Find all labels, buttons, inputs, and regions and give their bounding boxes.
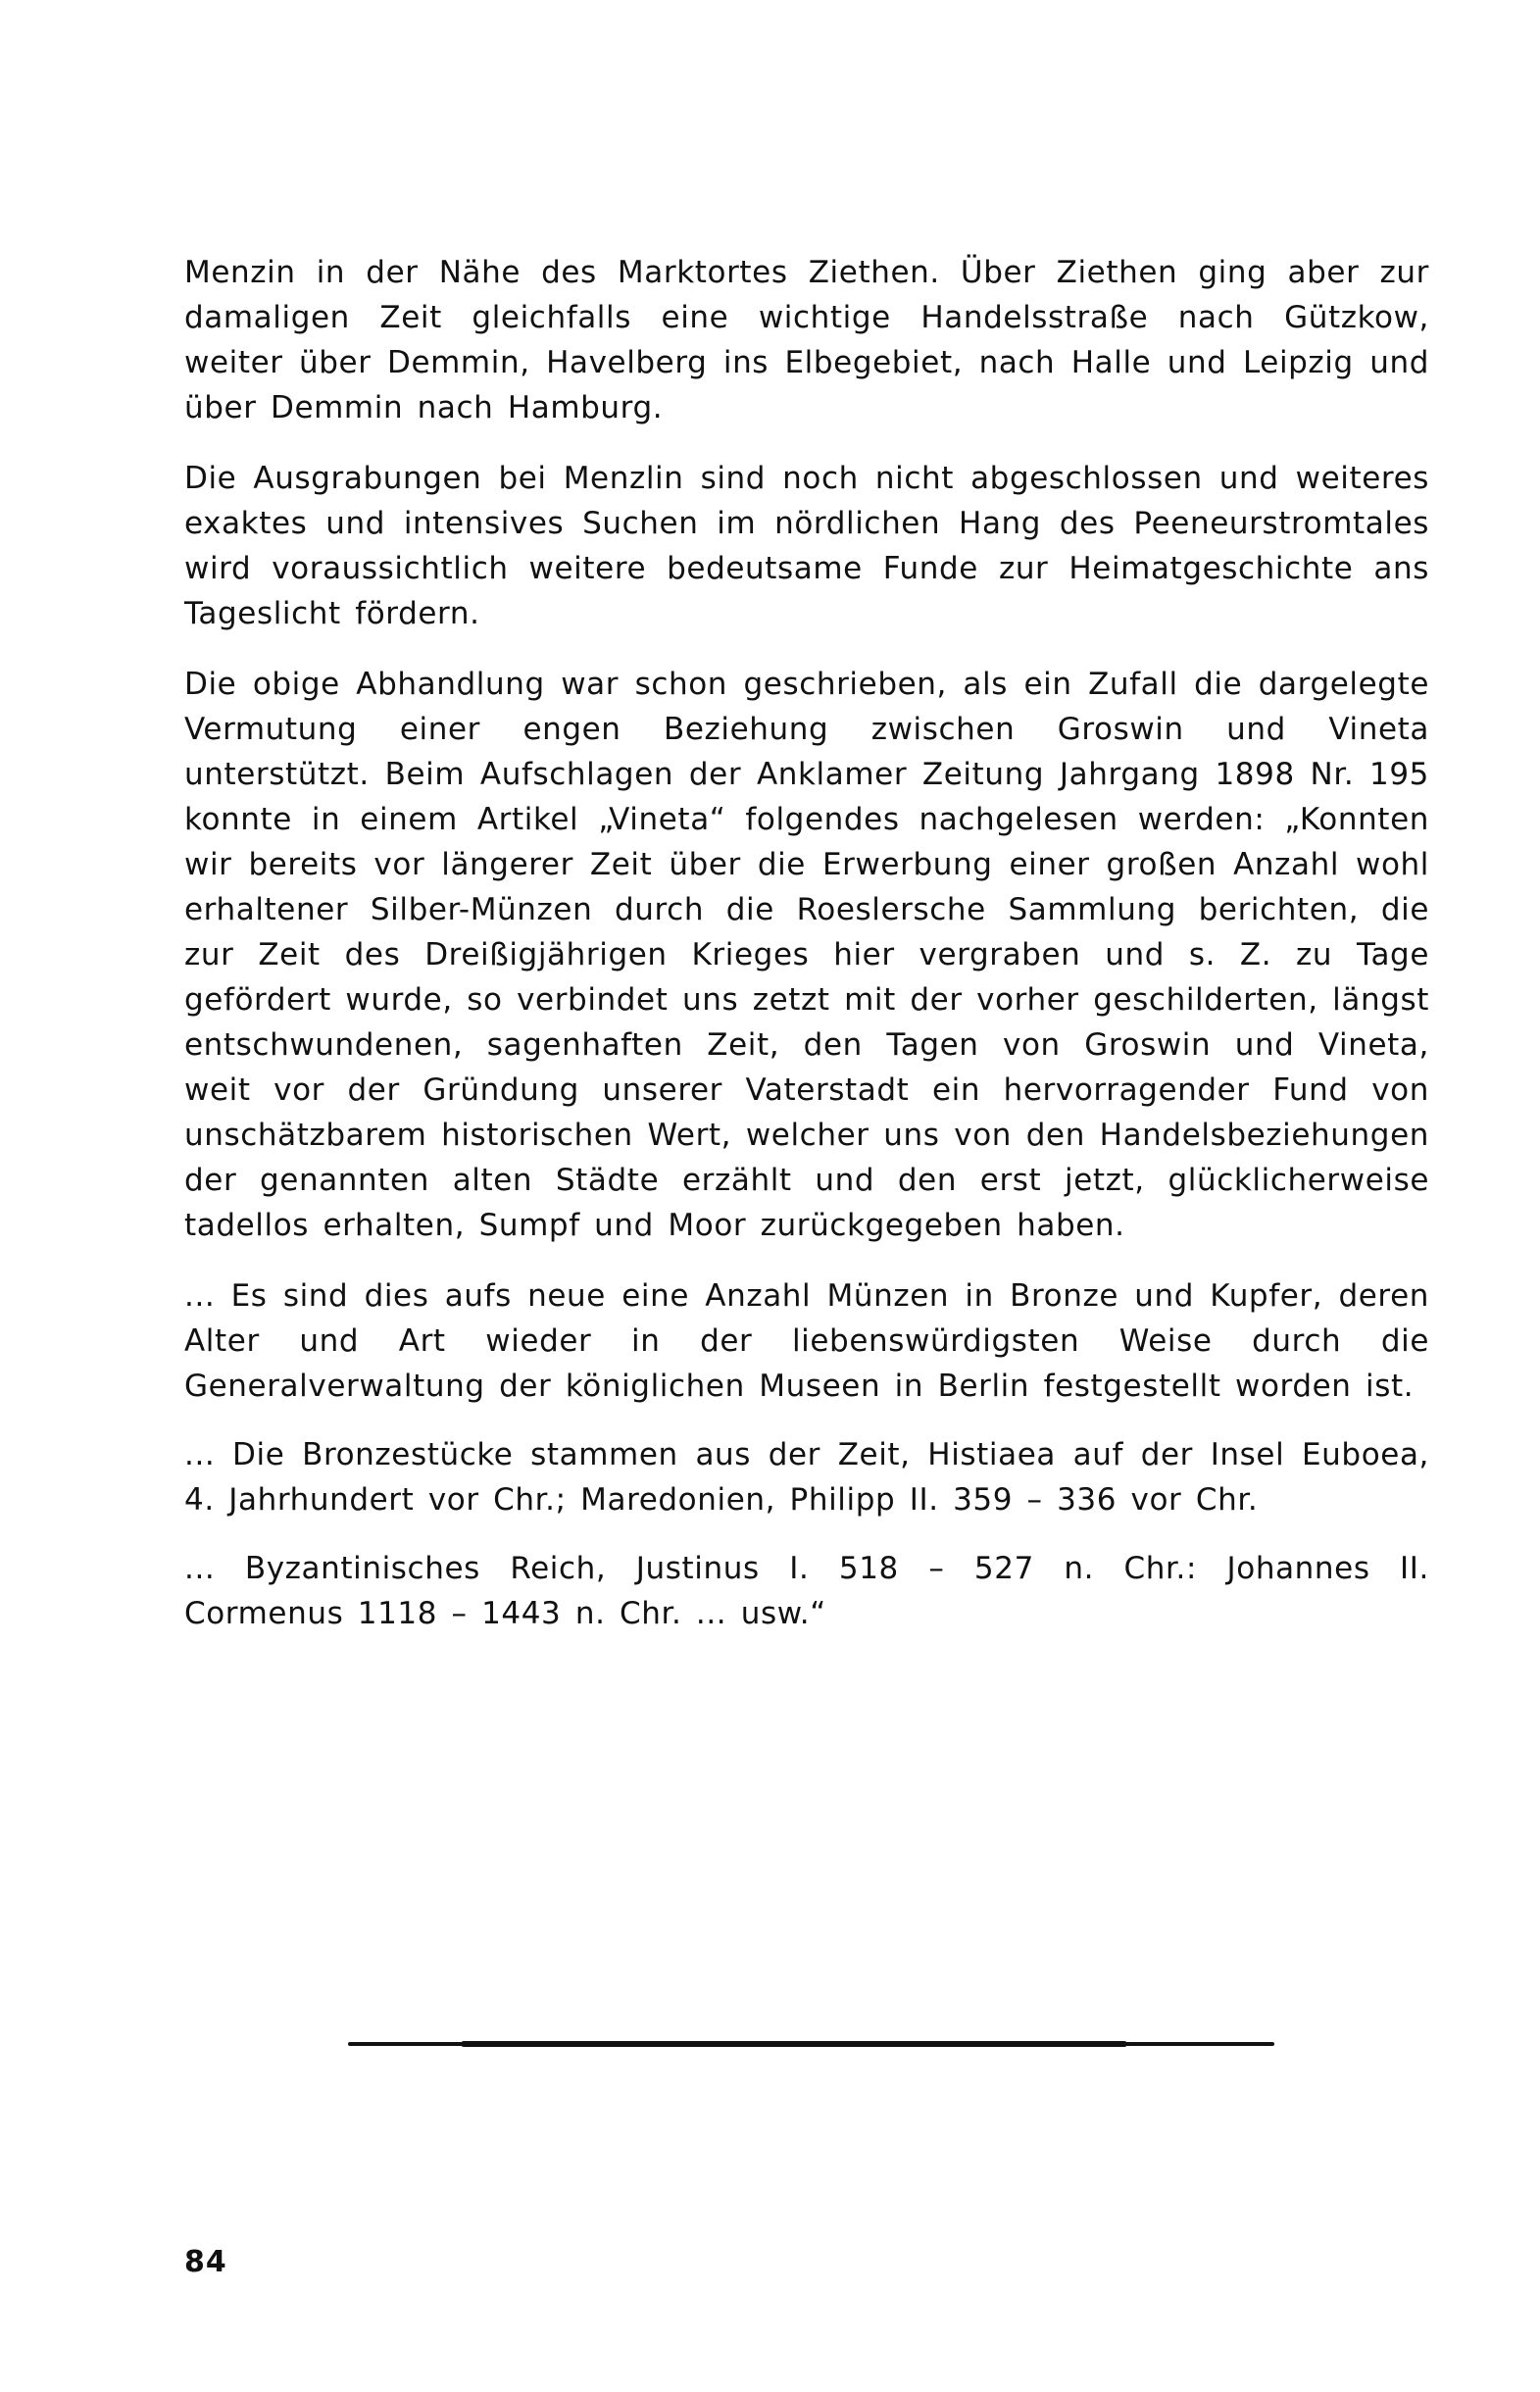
paragraph-newspaper-article: Die obige Abhandlung war schon geschrieben, als ein Zufall die dargelegte Vermutung einer engen Beziehung zwischen Groswin und Vineta unterstützt. Beim Aufschlagen der Anklamer Zeitung Jahrgang 1898 Nr. 195 konnte in einem Artikel „Vineta“ folgendes nachgelesen werden: „Konnten wir bereits vor längerer Zeit über die Erwerbung einer großen Anzahl wohl erhaltener Silber-Münzen durch die Roeslersche Sammlung berichten, die zur Zeit des Dreißigjährigen Krieges hier vergraben und s. Z. zu Tage gefördert wurde, so verbindet uns zetzt mit der vorher geschilderten, längst entschwundenen, sagenhaften Zeit, den Tagen von Groswin und Vineta, weit vor der Gründung unserer Vaterstadt ein hervorragender Fund von unschätzbarem historischen Wert, welcher uns von den Handelsbeziehungen der genannten alten Städte erzählt und den erst jetzt, glücklicherweise tadellos erhalten, Sumpf und Moor zurückgegeben haben. [184,667,1429,1243]
body-text [184,250,1429,1660]
page-number: 84 [184,2245,227,2279]
paragraph-trade-route: Menzin in der Nähe des Marktortes Ziethen. Über Ziethen ging aber zur damaligen Zeit gleichfalls eine wichtige Handelsstraße nach Gützkow, weiter über Demmin, Havelberg ins Elbegebiet, nach Halle und Leipzig und über Demmin nach Hamburg. [184,255,1429,425]
paragraph-excavations: Die Ausgrabungen bei Menzlin sind noch nicht abgeschlossen und weiteres exaktes und intensives Suchen im nördlichen Hang des Peeneurstromtales wird voraussichtlich weitere bedeutsame Funde zur Heimatgeschichte ans Tageslicht fördern. [184,461,1429,631]
paragraph-byzantine: ... Byzantinisches Reich, Justinus I. 518 – 527 n. Chr.: Johannes II. Cormenus 1118 – 1443 n. Chr. ... usw.“ [184,1551,1429,1631]
section-divider-line-thick [461,2041,1127,2047]
paragraph-coins-bronze-copper: ... Es sind dies aufs neue eine Anzahl Münzen in Bronze und Kupfer, deren Alter und Art wieder in der liebenswürdigsten Weise durch die Generalverwaltung der königlichen Museen in Berlin festgestellt worden ist. [184,1278,1429,1404]
paragraph-bronze-origin: ... Die Bronzestücke stammen aus der Zeit, Histiaea auf der Insel Euboea, 4. Jahrhundert vor Chr.; Maredonien, Philipp II. 359 – 336 vor Chr. [184,1437,1429,1518]
